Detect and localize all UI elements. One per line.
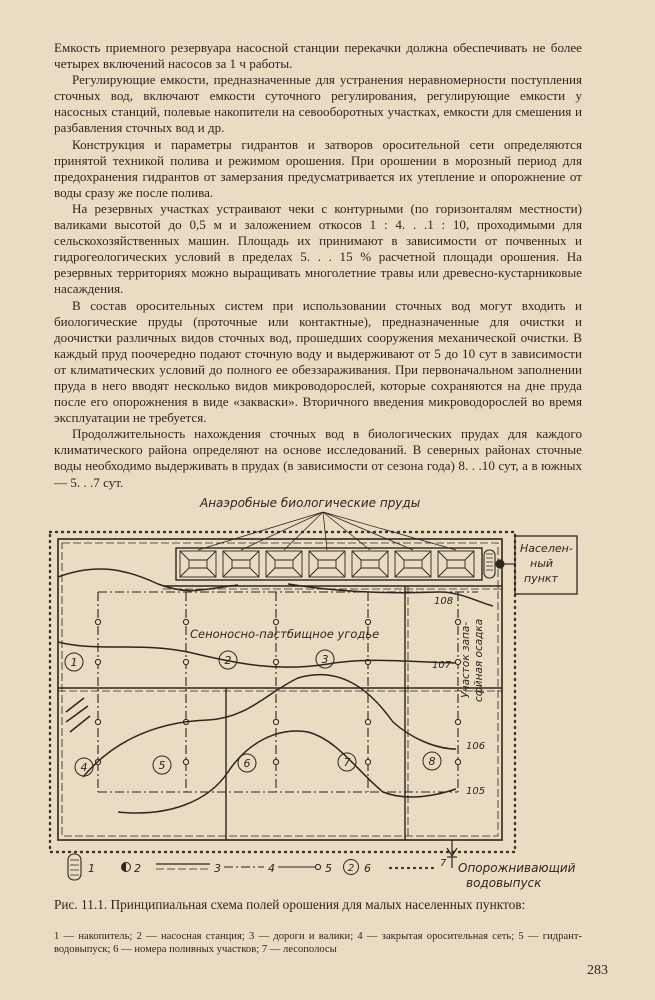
paragraph: В состав оросительных систем при использовании сточных вод могут входить и биологические пруды (проточные или контактные), предназначенные для очистки и доочистки различных видов сточных вод, прошедших сооружения механической очистки. В каждый пруд поочередно подают сточную воду и выдерживают от 5 до 10 сут в зависимости от климатических условий до полного ее обеззараживания. При первоначальном заполнении пруда в него вводят несколько видов микроводорослей, которые сохраняются на дне пруда после его опорожнения в виде «закваски». Вторичного введения микроводорослей во время эксплуатации не требуется. <box>54 297 582 426</box>
legend-number: 2 <box>134 862 141 875</box>
legend-symbol-hydrant <box>315 864 320 869</box>
diagram-svg <box>38 492 598 894</box>
drain-outlet-label: водовыпуск <box>466 876 542 890</box>
plot-number: 3 <box>321 653 329 666</box>
contour-label: 108 <box>434 596 454 607</box>
plot-number: 2 <box>224 654 232 667</box>
plot-numbers <box>65 650 441 776</box>
plot-number: 6 <box>243 757 251 770</box>
pond <box>309 551 345 577</box>
closed-irrigation-network <box>98 592 478 792</box>
contour-label: 106 <box>466 741 486 752</box>
legend-number: 7 <box>440 858 447 869</box>
contour-label: 105 <box>466 786 486 797</box>
legend-symbol-storage <box>70 860 79 875</box>
settlement-label: Населен- <box>520 542 573 555</box>
body-text <box>54 40 582 491</box>
reserve-plot-label: Участок запа- <box>460 621 472 698</box>
diagram-legend <box>68 854 447 880</box>
legend-symbol-plot-number: 2 <box>347 863 355 874</box>
pond <box>180 551 216 577</box>
plot-number: 8 <box>428 755 436 768</box>
legend-number: 1 <box>88 862 95 875</box>
plot-number: 5 <box>158 759 166 772</box>
legend-symbol-storage <box>68 854 81 880</box>
plot-number: 7 <box>343 756 351 769</box>
ponds-label: Анаэробные биологические пруды <box>200 496 421 510</box>
paragraph: Продолжительность нахождения сточных вод в биологических прудах для каждого климатического района определяют на основе исследований. В северных районах сточные воды необходимо выдерживать в прудах (в зависимости от сезона года) 8. . .10 сут, а в южных — 5. . .7 сут. <box>54 426 582 490</box>
plot-number: 1 <box>70 656 78 669</box>
legend-number: 3 <box>214 862 221 875</box>
settlement-label: пункт <box>524 572 558 585</box>
paragraph: Конструкция и параметры гидрантов и затворов оросительной сети определяются принятой техникой полива и режимом орошения. При орошении в морозный период для предохранения гидрантов от замерзания предусматривается их утепление и опорожнение от воды сразу же после полива. <box>54 136 582 200</box>
contour-label: 107 <box>432 660 452 671</box>
pond-block <box>176 548 482 580</box>
drain-outlet <box>447 840 457 868</box>
anaerobic-ponds <box>176 512 482 580</box>
page-number: 283 <box>587 963 608 978</box>
meadow-label: Сеноносно-пастбищное угодье <box>190 627 380 641</box>
pond <box>395 551 431 577</box>
reserve-plot-label: сфйная осадка <box>473 618 485 702</box>
plot-number: 4 <box>80 761 88 774</box>
legend-number: 5 <box>325 862 332 875</box>
paragraph: Регулирующие емкости, предназначенные для устранения неравномерности поступления сточных вод, включают емкости суточного регулирования, регулирующие емкости у насосных станций, полевые накопители на севооборотных участках, емкости для смешения и разбавления сточных вод и др. <box>54 72 582 136</box>
pumping-station <box>496 560 504 568</box>
pond <box>223 551 259 577</box>
legend-number: 4 <box>268 862 275 875</box>
paragraph: Емкость приемного резервуара насосной станции перекачки должна обеспечивать не более четырех включений насосов за 1 ч работы. <box>54 40 582 72</box>
settlement-label: ный <box>530 557 554 570</box>
drain-outlet-label: Опорожнивающий <box>458 861 576 875</box>
pond <box>438 551 474 577</box>
figure-caption: Рис. 11.1. Принципиальная схема полей орошения для малых населенных пунктов: <box>54 897 526 912</box>
legend-number: 6 <box>364 862 371 875</box>
pond <box>352 551 388 577</box>
irrigation-field-diagram <box>38 492 598 894</box>
figure-legend-text: 1 — накопитель; 2 — насосная станция; 3 — дороги и валики; 4 — закрытая оросительная сеть; 5 — гидрант-водовыпуск; 6 — номера поливных участков; 7 — лесополосы <box>54 931 582 956</box>
hydrant-outlets <box>95 619 460 764</box>
pond <box>266 551 302 577</box>
storage-tank <box>484 550 495 578</box>
paragraph: На резервных участках устраивают чеки с контурными (по горизонталям местности) валиками высотой до 0,5 м и заложением откосов 1 : 4. . .1 : 10, проходимыми для сельскохозяйственных машин. Площадь их принимают в зависимости от почвенных и гидрогеологических условий в пределах 5. . . 15 % расчетной площади орошения. На резервных территориях можно выращивать многолетние травы или древесно-кустарниковые насаждения. <box>54 200 582 297</box>
